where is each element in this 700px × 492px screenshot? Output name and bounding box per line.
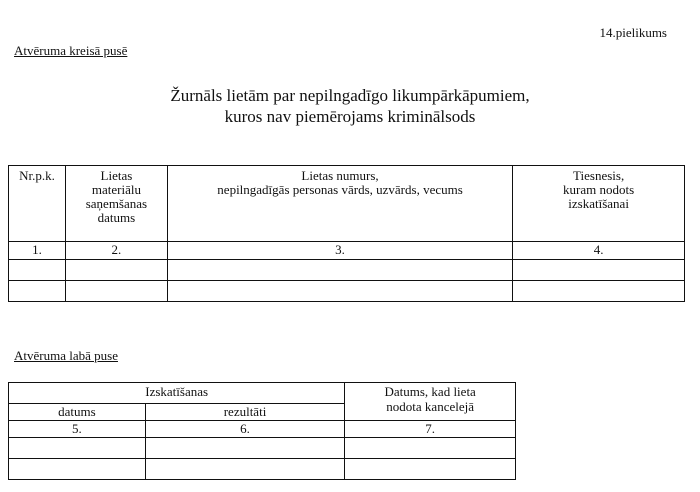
journal-table-right bbox=[8, 382, 516, 480]
left-side-label: Atvēruma kreisā pusē bbox=[14, 43, 128, 58]
empty-cell bbox=[145, 438, 345, 459]
empty-row bbox=[9, 281, 685, 302]
empty-cell bbox=[167, 260, 512, 281]
empty-row bbox=[9, 260, 685, 281]
empty-cell bbox=[513, 260, 685, 281]
journal-title-line-1: Žurnāls lietām par nepilngadīgo likumpārkāpumiem, bbox=[170, 86, 530, 105]
header-case-number: Lietas numurs, nepilngadīgās personas vārds, uzvārds, vecums bbox=[167, 166, 512, 242]
header-judge: Tiesnesis, kuram nodots izskatīšanai bbox=[513, 166, 685, 242]
empty-cell bbox=[65, 281, 167, 302]
journal-table-left bbox=[8, 165, 685, 302]
column-number: 2. bbox=[65, 242, 167, 260]
empty-cell bbox=[513, 281, 685, 302]
right-side-label: Atvēruma labā puse bbox=[14, 348, 118, 363]
header-handover-date: Datums, kad lieta nodota kancelejā bbox=[345, 383, 516, 421]
journal-title-line-2: kuros nav piemērojams kriminālsods bbox=[224, 107, 476, 126]
header-results: rezultāti bbox=[145, 404, 345, 421]
appendix-number: 14.pielikums bbox=[599, 25, 667, 40]
column-number: 3. bbox=[167, 242, 512, 260]
empty-cell bbox=[345, 459, 516, 480]
header-review: Izskatīšanas bbox=[9, 383, 345, 404]
empty-cell bbox=[167, 281, 512, 302]
empty-row bbox=[9, 459, 516, 480]
empty-cell bbox=[9, 459, 146, 480]
table-header-row bbox=[9, 166, 685, 242]
column-number: 1. bbox=[9, 242, 66, 260]
empty-cell bbox=[9, 260, 66, 281]
table-header-row bbox=[9, 383, 516, 404]
column-number: 7. bbox=[345, 421, 516, 438]
column-number: 5. bbox=[9, 421, 146, 438]
empty-cell bbox=[9, 438, 146, 459]
empty-row bbox=[9, 438, 516, 459]
header-received-date: Lietas materiālu saņemšanas datums bbox=[65, 166, 167, 242]
empty-cell bbox=[345, 438, 516, 459]
column-number: 4. bbox=[513, 242, 685, 260]
empty-cell bbox=[9, 281, 66, 302]
column-number: 6. bbox=[145, 421, 345, 438]
empty-cell bbox=[65, 260, 167, 281]
header-date: datums bbox=[9, 404, 146, 421]
column-number-row bbox=[9, 421, 516, 438]
column-number-row bbox=[9, 242, 685, 260]
empty-cell bbox=[145, 459, 345, 480]
header-nr: Nr.p.k. bbox=[9, 166, 66, 242]
